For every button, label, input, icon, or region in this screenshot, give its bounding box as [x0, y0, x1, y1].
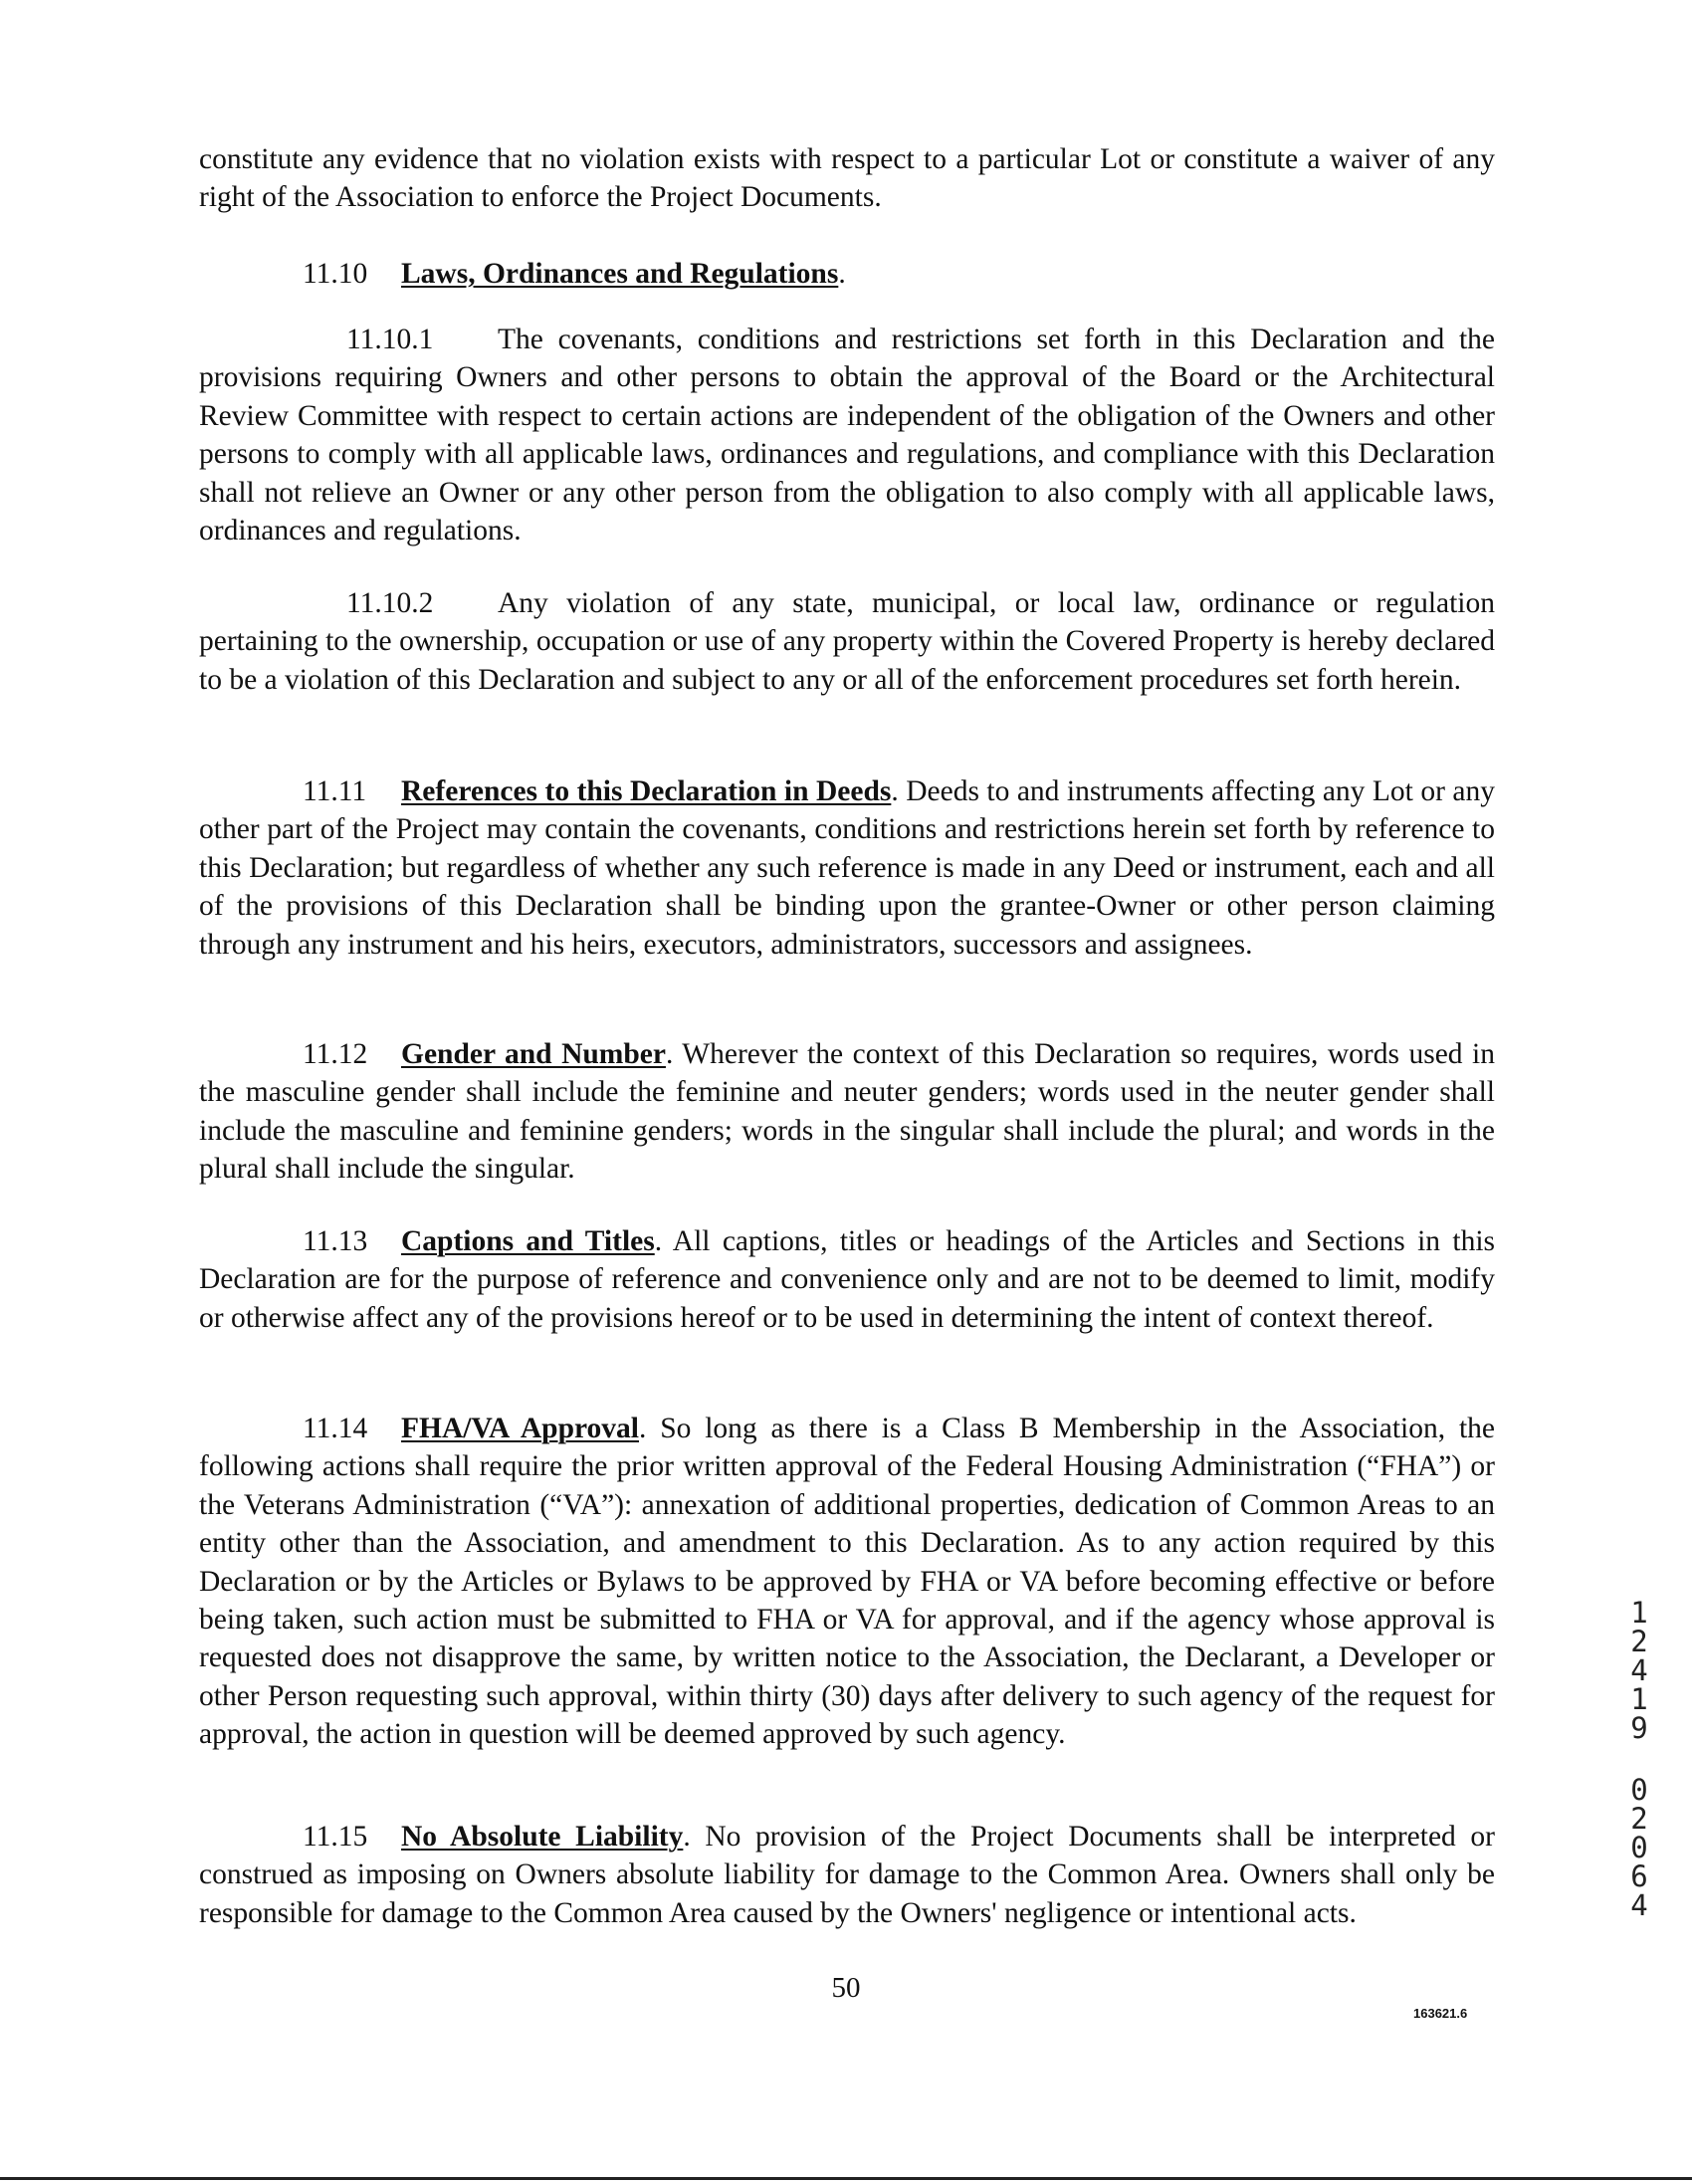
- stamp-digit: 0: [1630, 1773, 1648, 1807]
- stamp-digit: 4: [1630, 1888, 1648, 1922]
- section-11-12: [199, 1035, 1495, 1189]
- stamp-digit: 1: [1630, 1682, 1648, 1716]
- section-text: . So long as there is a Class B Membership in the Association, the following actions shall require the prior written approval of the Federal Housing Administration (“FHA”) or the Veterans Administration (“VA”): annexation of additional properties, dedication of Common Areas to an entity other than the Association, and amendment to this Declaration. As to any action required by this Declaration or by the Articles or Bylaws to be approved by FHA or VA before becoming effective or before being taken, such action must be submitted to FHA or VA for approval, and if the agency whose approval is requested does not disapprove the same, by written notice to the Association, the Declarant, a Developer or other Person requesting such approval, within thirty (30) days after delivery to such agency of the request for approval, the action in question will be deemed approved by such agency.: [199, 1413, 1495, 1751]
- section-number: 11.13: [303, 1225, 368, 1257]
- section-text: . Wherever the context of this Declaration so requires, words used in the masculine gender shall include the feminine and neuter genders; words used in the neuter gender shall include the masculine and feminine genders; words in the singular shall include the plural; and words in the plural shall include the singular.: [199, 1038, 1495, 1186]
- section-text: . No provision of the Project Documents shall be interpreted or construed as imposing on Owners absolute liability for damage to the Common Area. Owners shall only be responsible for damage to the Common Area caused by the Owners' negligence or intentional acts.: [199, 1821, 1496, 1929]
- section-heading-punctuation: .: [838, 258, 846, 290]
- section-number: 11.15: [303, 1821, 368, 1853]
- section-heading: Gender and Number: [401, 1038, 666, 1070]
- section-number: 11.14: [303, 1413, 368, 1444]
- section-11-11: [199, 772, 1495, 964]
- section-heading: FHA/VA Approval: [401, 1413, 639, 1444]
- stamp-digit: 2: [1630, 1625, 1648, 1658]
- section-text: . Deeds to and instruments affecting any Lot or any other part of the Project may contain the covenants, conditions and restrictions herein set forth by reference to this Declaration; but regardless of whether any such reference is made in any Deed or instrument, each and all of the provisions of this Declaration shall be binding upon the grantee-Owner or other person claiming through any instrument and his heirs, executors, administrators, successors and assignees.: [199, 775, 1495, 961]
- section-11-10: [199, 255, 1495, 293]
- stamp-digit: 1: [1630, 1596, 1648, 1630]
- stamp-digit: 0: [1630, 1831, 1648, 1864]
- section-11-15: [199, 1818, 1495, 1932]
- stamp-gap: [1624, 1743, 1654, 1776]
- section-number: 11.11: [303, 775, 367, 807]
- section-heading: No Absolute Liability: [401, 1821, 684, 1853]
- section-number: 11.10.2: [346, 587, 434, 619]
- section-text: The covenants, conditions and restrictions set forth in this Declaration and the provisions requiring Owners and other persons to obtain the approval of the Board or the Architectural Review Committee with respect to certain actions are independent of the obligation of the Owners and other persons to comply with all applicable laws, ordinances and regulations, and compliance with this Declaration shall not relieve an Owner or any other person from the obligation to also comply with all applicable laws, ordinances and regulations.: [199, 324, 1495, 547]
- paragraph-continuation: [199, 140, 1495, 217]
- section-number: 11.10: [303, 258, 368, 290]
- stamp-digit: 6: [1630, 1859, 1648, 1893]
- section-number: 11.10.1: [346, 324, 434, 355]
- paragraph-text: constitute any evidence that no violation exists with respect to a particular Lot or constitute a waiver of any right of the Association to enforce the Project Documents.: [199, 143, 1495, 214]
- section-number: 11.12: [303, 1038, 368, 1070]
- page-number: 50: [831, 1972, 861, 2004]
- page-bottom-rule: [0, 2177, 1692, 2180]
- section-11-13: [199, 1222, 1495, 1337]
- recording-stamp-number: [1624, 1596, 1654, 1922]
- section-text: . All captions, titles or headings of the Articles and Sections in this Declaration are for the purpose of reference and convenience only and are not to be deemed to limit, modify or otherwise affect any of the provisions hereof or to be used in determining the intent of context thereof.: [199, 1225, 1495, 1334]
- section-11-14: [199, 1410, 1495, 1754]
- document-id: 163621.6: [1413, 2006, 1468, 2021]
- stamp-digit: 4: [1630, 1653, 1648, 1687]
- section-11-10-1: [199, 321, 1495, 549]
- section-heading: Laws, Ordinances and Regulations: [401, 258, 839, 290]
- section-11-10-2: [199, 584, 1495, 699]
- section-heading: References to this Declaration in Deeds: [401, 775, 892, 807]
- stamp-digit: 2: [1630, 1802, 1648, 1836]
- stamp-digit: 9: [1630, 1711, 1648, 1745]
- section-text: Any violation of any state, municipal, or local law, ordinance or regulation pertaining to the ownership, occupation or use of any property within the Covered Property is hereby declared to be a violation of this Declaration and subject to any or all of the enforcement procedures set forth herein.: [199, 587, 1495, 696]
- section-heading: Captions and Titles: [401, 1225, 655, 1257]
